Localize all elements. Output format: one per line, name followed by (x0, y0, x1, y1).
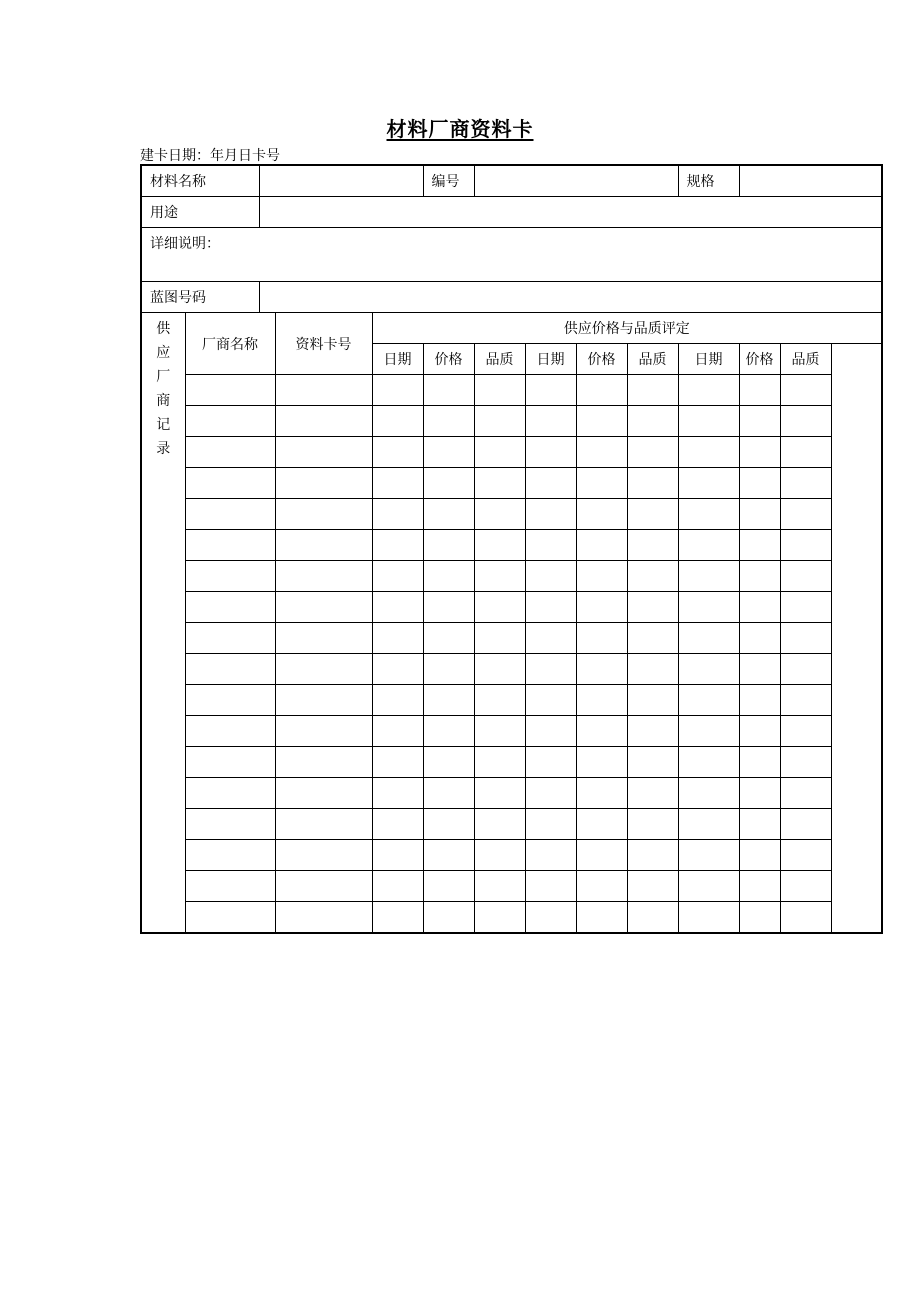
price-cell[interactable] (423, 623, 474, 654)
quality-cell[interactable] (627, 437, 678, 468)
card-no-cell[interactable] (275, 499, 372, 530)
quality-cell[interactable] (627, 561, 678, 592)
quality-cell[interactable] (780, 530, 831, 561)
vendor-name-cell[interactable] (185, 747, 275, 778)
vendor-record-row (141, 592, 882, 623)
quality-cell[interactable] (474, 902, 525, 934)
card-no-cell[interactable] (275, 871, 372, 902)
date-cell[interactable] (678, 685, 739, 716)
price-cell[interactable] (576, 623, 627, 654)
date-cell[interactable] (678, 654, 739, 685)
price-cell[interactable] (576, 871, 627, 902)
vendor-record-row (141, 375, 882, 406)
price-cell[interactable] (739, 840, 780, 871)
quality-cell[interactable] (627, 499, 678, 530)
quality-cell[interactable] (474, 685, 525, 716)
date-cell[interactable] (525, 871, 576, 902)
price-cell[interactable] (576, 747, 627, 778)
date-cell[interactable] (525, 561, 576, 592)
quality-cell[interactable] (627, 623, 678, 654)
vendor-record-row (141, 685, 882, 716)
date-cell[interactable] (372, 871, 423, 902)
quality-cell[interactable] (780, 468, 831, 499)
vendor-record-row (141, 747, 882, 778)
price-cell[interactable] (739, 654, 780, 685)
date-cell[interactable] (372, 406, 423, 437)
date-cell[interactable] (678, 747, 739, 778)
date-cell[interactable] (525, 685, 576, 716)
price-cell[interactable] (576, 809, 627, 840)
date-cell[interactable] (525, 592, 576, 623)
price-cell[interactable] (739, 592, 780, 623)
quality-cell[interactable] (474, 437, 525, 468)
vendor-record-row (141, 499, 882, 530)
sub-header-price: 价格 (423, 344, 474, 375)
price-cell[interactable] (576, 902, 627, 934)
vendor-name-cell[interactable] (185, 561, 275, 592)
records-section-label (141, 313, 185, 934)
vendor-record-row (141, 871, 882, 902)
price-cell[interactable] (576, 654, 627, 685)
section-char: 记 (156, 417, 171, 433)
price-cell[interactable] (739, 437, 780, 468)
sub-header-date: 日期 (678, 344, 739, 375)
date-cell[interactable] (372, 716, 423, 747)
quality-cell[interactable] (474, 840, 525, 871)
page-title-text: 材料厂商资料卡 (386, 117, 534, 141)
quality-cell[interactable] (627, 375, 678, 406)
vendor-card-table (140, 164, 883, 934)
material-row (141, 165, 882, 197)
quality-cell[interactable] (780, 871, 831, 902)
quality-cell[interactable] (474, 716, 525, 747)
price-cell[interactable] (423, 375, 474, 406)
card-no-cell[interactable] (275, 902, 372, 934)
quality-cell[interactable] (474, 623, 525, 654)
quality-cell[interactable] (780, 778, 831, 809)
date-cell[interactable] (678, 437, 739, 468)
price-cell[interactable] (423, 840, 474, 871)
price-cell[interactable] (576, 685, 627, 716)
vendor-name-cell[interactable] (185, 375, 275, 406)
price-cell[interactable] (423, 437, 474, 468)
card-no-cell[interactable] (275, 561, 372, 592)
vendor-record-row (141, 530, 882, 561)
material-name-field[interactable] (259, 165, 423, 197)
vendor-name-cell[interactable] (185, 406, 275, 437)
vendor-record-row (141, 809, 882, 840)
date-cell[interactable] (372, 592, 423, 623)
vendor-record-row (141, 902, 882, 934)
blueprint-field[interactable] (259, 282, 882, 313)
quality-cell[interactable] (780, 437, 831, 468)
date-cell[interactable] (525, 902, 576, 934)
sub-header-quality: 品质 (474, 344, 525, 375)
quality-cell[interactable] (474, 871, 525, 902)
quality-cell[interactable] (627, 716, 678, 747)
date-cell[interactable] (525, 840, 576, 871)
quality-cell[interactable] (780, 685, 831, 716)
quality-cell[interactable] (780, 499, 831, 530)
blueprint-row (141, 282, 882, 313)
price-cell[interactable] (739, 499, 780, 530)
date-cell[interactable] (525, 530, 576, 561)
vendor-name-cell[interactable] (185, 685, 275, 716)
price-cell[interactable] (739, 809, 780, 840)
date-cell[interactable] (525, 623, 576, 654)
blueprint-label: 蓝图号码 (141, 282, 259, 313)
price-cell[interactable] (423, 747, 474, 778)
date-cell[interactable] (372, 468, 423, 499)
date-cell[interactable] (372, 561, 423, 592)
sub-header-quality: 品质 (780, 344, 831, 375)
section-char: 商 (156, 393, 171, 409)
quality-cell[interactable] (627, 592, 678, 623)
vendor-record-row (141, 437, 882, 468)
usage-row (141, 197, 882, 228)
date-cell[interactable] (525, 654, 576, 685)
date-cell[interactable] (372, 623, 423, 654)
page-title (0, 113, 920, 142)
quality-cell[interactable] (474, 375, 525, 406)
quality-cell[interactable] (474, 499, 525, 530)
price-cell[interactable] (576, 530, 627, 561)
date-cell[interactable] (372, 499, 423, 530)
quality-cell[interactable] (627, 685, 678, 716)
vendor-record-row (141, 840, 882, 871)
price-cell[interactable] (739, 375, 780, 406)
quality-cell[interactable] (780, 561, 831, 592)
quality-cell[interactable] (474, 530, 525, 561)
date-cell[interactable] (372, 809, 423, 840)
date-cell[interactable] (678, 592, 739, 623)
section-char: 应 (156, 345, 171, 361)
date-cell[interactable] (372, 375, 423, 406)
spec-field[interactable] (739, 165, 882, 197)
quality-cell[interactable] (627, 871, 678, 902)
quality-cell[interactable] (780, 623, 831, 654)
date-cell[interactable] (678, 778, 739, 809)
detail-row (141, 228, 882, 282)
vendor-name-cell[interactable] (185, 530, 275, 561)
section-char: 供 (156, 321, 171, 337)
quality-cell[interactable] (627, 406, 678, 437)
date-cell[interactable] (678, 902, 739, 934)
date-cell[interactable] (525, 468, 576, 499)
price-cell[interactable] (423, 499, 474, 530)
date-cell[interactable] (678, 871, 739, 902)
date-cell[interactable] (525, 406, 576, 437)
card-date-line: 建卡日期：年月日卡号 (140, 148, 280, 164)
price-cell[interactable] (423, 530, 474, 561)
price-cell[interactable] (576, 499, 627, 530)
quality-cell[interactable] (627, 747, 678, 778)
date-cell[interactable] (678, 375, 739, 406)
quality-cell[interactable] (780, 654, 831, 685)
vendor-record-row (141, 654, 882, 685)
price-cell[interactable] (739, 747, 780, 778)
quality-cell[interactable] (627, 840, 678, 871)
date-cell[interactable] (525, 375, 576, 406)
vendor-record-row (141, 623, 882, 654)
quality-cell[interactable] (780, 902, 831, 934)
section-char: 录 (156, 441, 171, 457)
date-cell[interactable] (678, 406, 739, 437)
price-cell[interactable] (739, 871, 780, 902)
quality-cell[interactable] (780, 716, 831, 747)
date-cell[interactable] (525, 716, 576, 747)
quality-cell[interactable] (627, 902, 678, 934)
quality-cell[interactable] (474, 809, 525, 840)
detail-field[interactable] (141, 228, 882, 282)
quality-cell[interactable] (474, 561, 525, 592)
quality-cell[interactable] (627, 530, 678, 561)
usage-label: 用途 (141, 197, 259, 228)
price-cell[interactable] (739, 561, 780, 592)
vendor-record-row (141, 778, 882, 809)
date-cell[interactable] (372, 747, 423, 778)
date-cell[interactable] (678, 623, 739, 654)
price-cell[interactable] (739, 406, 780, 437)
quality-cell[interactable] (780, 747, 831, 778)
date-cell[interactable] (678, 499, 739, 530)
date-cell[interactable] (678, 840, 739, 871)
price-cell[interactable] (423, 406, 474, 437)
card-no-cell[interactable] (275, 654, 372, 685)
vendor-name-cell[interactable] (185, 654, 275, 685)
usage-field[interactable] (259, 197, 882, 228)
price-cell[interactable] (739, 530, 780, 561)
vendor-name-cell[interactable] (185, 840, 275, 871)
price-cell[interactable] (423, 778, 474, 809)
detail-label: 详细说明： (150, 236, 220, 252)
vendor-name-cell[interactable] (185, 468, 275, 499)
price-cell[interactable] (739, 685, 780, 716)
date-cell[interactable] (678, 809, 739, 840)
price-cell[interactable] (739, 778, 780, 809)
vendor-name-cell[interactable] (185, 437, 275, 468)
price-cell[interactable] (576, 716, 627, 747)
price-cell[interactable] (423, 654, 474, 685)
quality-cell[interactable] (780, 840, 831, 871)
quality-cell[interactable] (474, 747, 525, 778)
vendor-name-cell[interactable] (185, 778, 275, 809)
price-cell[interactable] (576, 406, 627, 437)
price-cell[interactable] (739, 902, 780, 934)
vendor-name-header: 厂商名称 (185, 313, 275, 375)
sub-header-quality: 品质 (627, 344, 678, 375)
price-cell[interactable] (423, 902, 474, 934)
vendor-name-cell[interactable] (185, 499, 275, 530)
date-cell[interactable] (372, 840, 423, 871)
quality-cell[interactable] (474, 468, 525, 499)
quality-cell[interactable] (474, 654, 525, 685)
date-cell[interactable] (678, 468, 739, 499)
card-no-cell[interactable] (275, 809, 372, 840)
card-no-cell[interactable] (275, 592, 372, 623)
vendor-name-cell[interactable] (185, 623, 275, 654)
card-no-cell[interactable] (275, 716, 372, 747)
quality-cell[interactable] (780, 375, 831, 406)
card-no-cell[interactable] (275, 747, 372, 778)
quality-cell[interactable] (780, 406, 831, 437)
date-cell[interactable] (372, 530, 423, 561)
vendor-name-cell[interactable] (185, 809, 275, 840)
card-no-cell[interactable] (275, 406, 372, 437)
date-cell[interactable] (372, 654, 423, 685)
price-cell[interactable] (576, 592, 627, 623)
quality-cell[interactable] (474, 778, 525, 809)
price-cell[interactable] (576, 437, 627, 468)
code-label: 编号 (423, 165, 474, 197)
vendor-record-row (141, 406, 882, 437)
date-cell[interactable] (525, 778, 576, 809)
quality-cell[interactable] (627, 778, 678, 809)
quality-cell[interactable] (780, 592, 831, 623)
price-cell[interactable] (576, 840, 627, 871)
date-cell[interactable] (372, 902, 423, 934)
price-cell[interactable] (423, 716, 474, 747)
quality-cell[interactable] (627, 809, 678, 840)
price-cell[interactable] (739, 623, 780, 654)
price-cell[interactable] (423, 468, 474, 499)
section-char: 厂 (156, 369, 171, 385)
material-name-label: 材料名称 (141, 165, 259, 197)
sub-header-date: 日期 (372, 344, 423, 375)
sub-header-date: 日期 (525, 344, 576, 375)
vendor-record-row (141, 561, 882, 592)
card-no-cell[interactable] (275, 375, 372, 406)
records-header-row-1 (141, 313, 882, 344)
vendor-name-cell[interactable] (185, 592, 275, 623)
card-no-header: 资料卡号 (275, 313, 372, 375)
date-cell[interactable] (525, 809, 576, 840)
card-no-cell[interactable] (275, 840, 372, 871)
card-no-cell[interactable] (275, 778, 372, 809)
code-field[interactable] (474, 165, 678, 197)
card-no-cell[interactable] (275, 685, 372, 716)
date-cell[interactable] (525, 499, 576, 530)
date-cell[interactable] (678, 530, 739, 561)
vendor-name-cell[interactable] (185, 871, 275, 902)
card-no-cell[interactable] (275, 468, 372, 499)
vendor-name-cell[interactable] (185, 902, 275, 934)
price-cell[interactable] (576, 468, 627, 499)
quality-cell[interactable] (474, 592, 525, 623)
price-cell[interactable] (576, 778, 627, 809)
price-cell[interactable] (576, 561, 627, 592)
vendor-record-row (141, 468, 882, 499)
price-cell[interactable] (423, 592, 474, 623)
price-cell[interactable] (423, 809, 474, 840)
date-cell[interactable] (525, 747, 576, 778)
quality-cell[interactable] (627, 468, 678, 499)
price-cell[interactable] (739, 716, 780, 747)
quality-cell[interactable] (780, 809, 831, 840)
date-cell[interactable] (678, 716, 739, 747)
date-cell[interactable] (372, 778, 423, 809)
price-cell[interactable] (423, 685, 474, 716)
sub-header-price: 价格 (739, 344, 780, 375)
price-quality-header: 供应价格与品质评定 (372, 313, 882, 344)
date-cell[interactable] (678, 561, 739, 592)
date-cell[interactable] (372, 685, 423, 716)
quality-cell[interactable] (627, 654, 678, 685)
sub-header-price: 价格 (576, 344, 627, 375)
price-cell[interactable] (739, 468, 780, 499)
price-cell[interactable] (576, 375, 627, 406)
card-no-cell[interactable] (275, 623, 372, 654)
spec-label: 规格 (678, 165, 739, 197)
date-cell[interactable] (525, 437, 576, 468)
quality-cell[interactable] (474, 406, 525, 437)
price-cell[interactable] (423, 871, 474, 902)
vendor-name-cell[interactable] (185, 716, 275, 747)
card-no-cell[interactable] (275, 437, 372, 468)
vendor-record-row (141, 716, 882, 747)
price-cell[interactable] (423, 561, 474, 592)
card-no-cell[interactable] (275, 530, 372, 561)
date-cell[interactable] (372, 437, 423, 468)
